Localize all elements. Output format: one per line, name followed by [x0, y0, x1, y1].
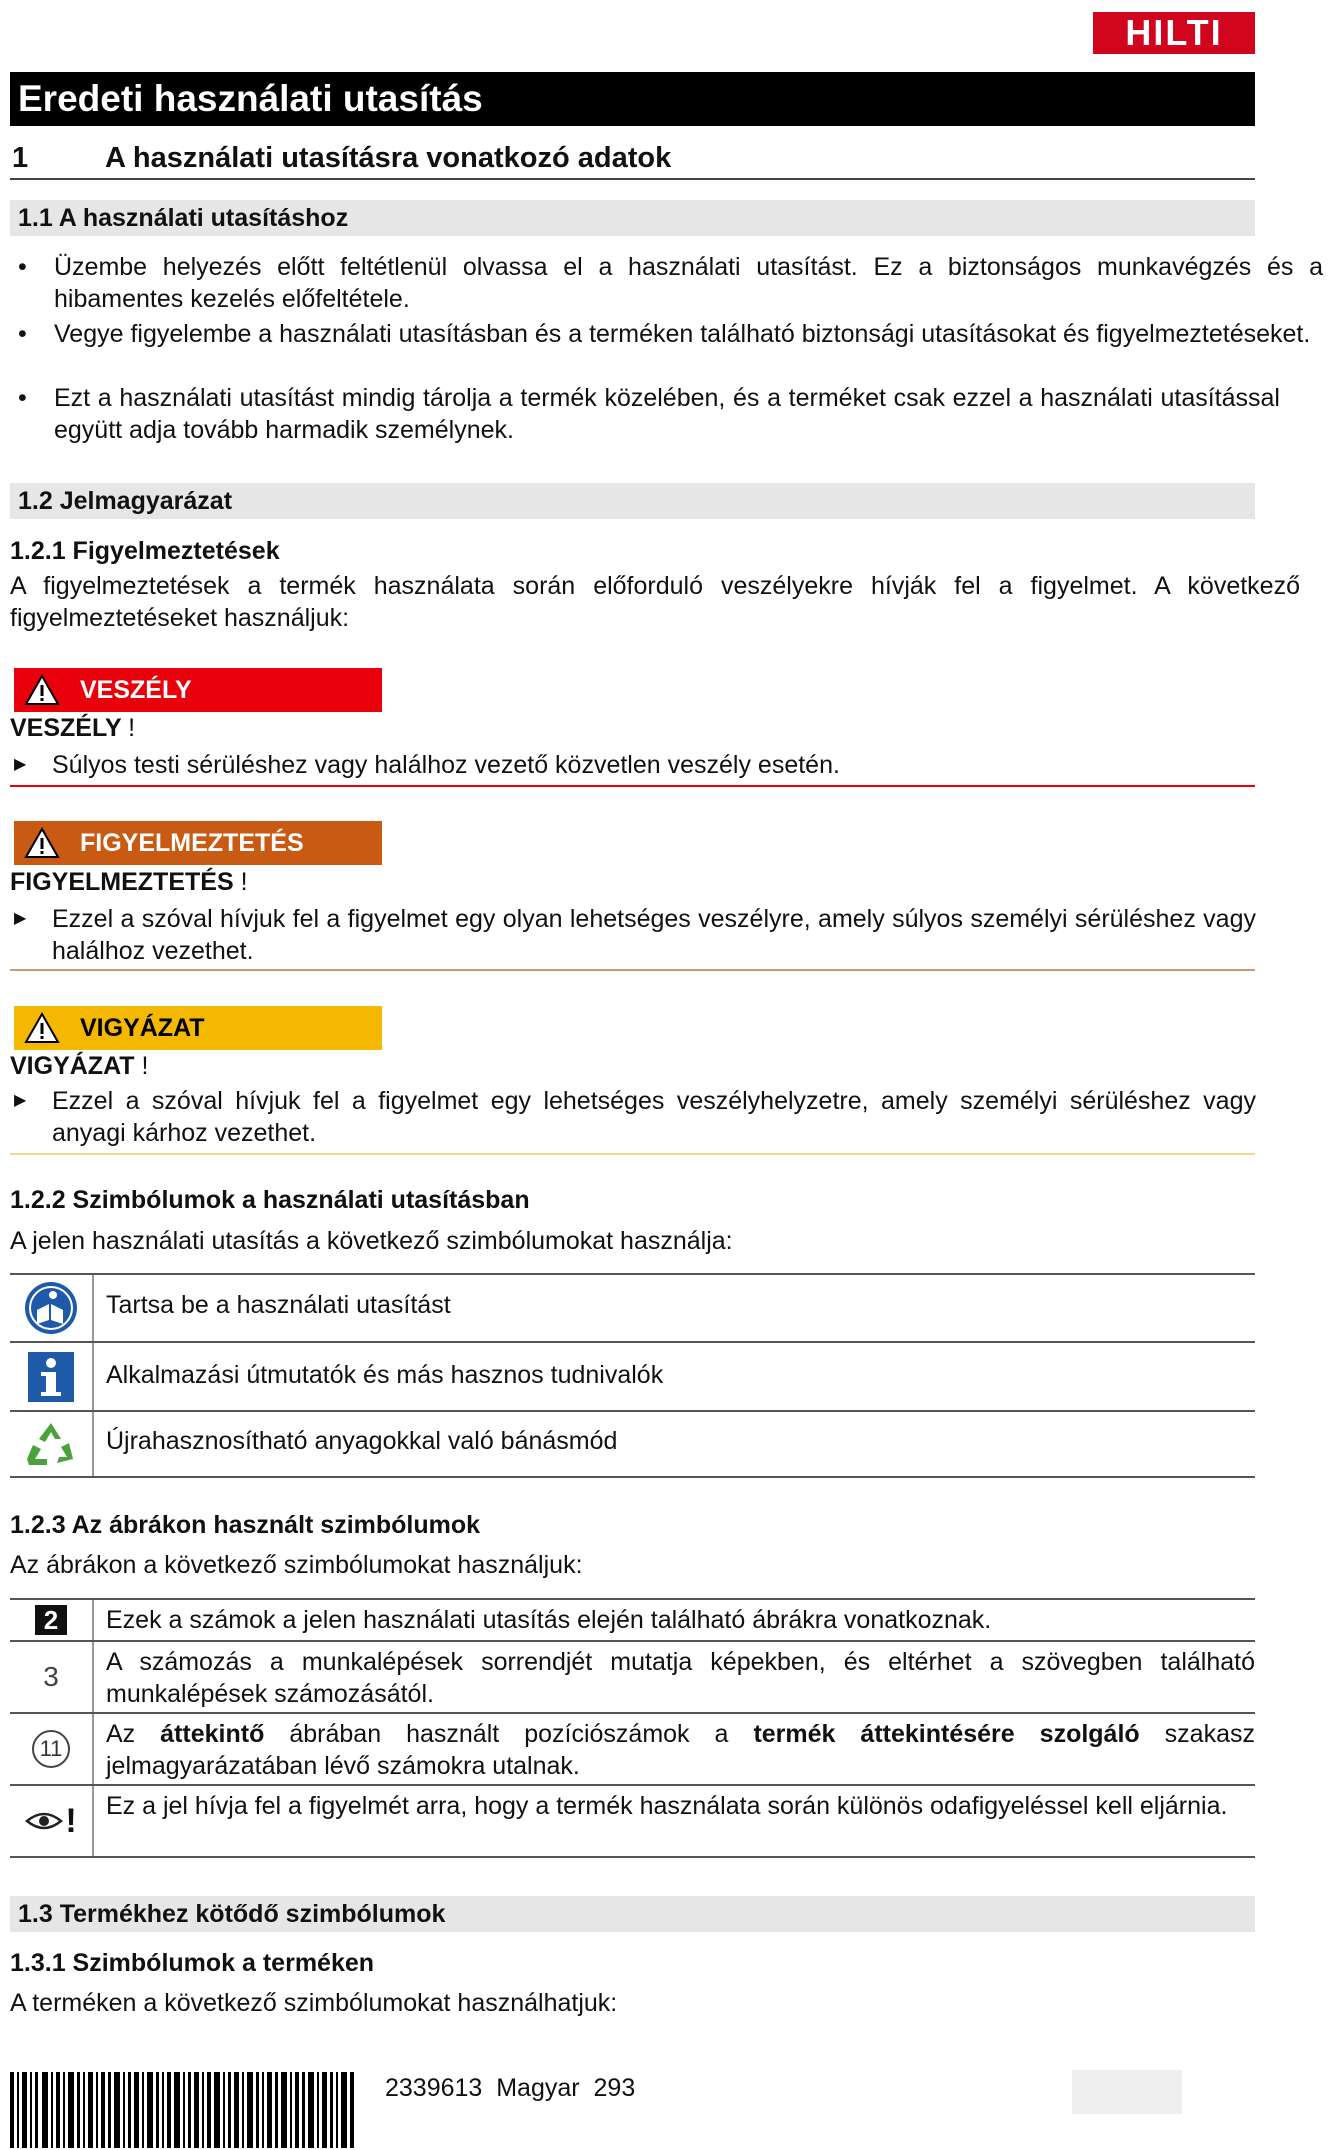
table-row	[10, 1786, 1255, 1858]
list-item	[18, 382, 1280, 446]
read-manual-icon	[10, 1275, 94, 1341]
warning-heading	[10, 866, 248, 898]
section-1-2-2-heading: 1.2.2 Szimbólumok a használati utasításban	[10, 1186, 530, 1214]
section-1-3-1-heading: 1.3.1 Szimbólumok a terméken	[10, 1949, 375, 1977]
figure-number-symbol: 2	[35, 1605, 67, 1635]
warning-triangle-icon	[24, 674, 60, 706]
danger-label: VESZÉLY	[80, 676, 192, 704]
table-row	[10, 1343, 1255, 1412]
eye-attention-icon	[10, 1786, 94, 1856]
figure-symbols-table	[10, 1598, 1255, 1858]
warning-triangle-icon	[24, 1012, 60, 1044]
page-title: Eredeti használati utasítás	[10, 72, 1255, 126]
section-title: A használati utasításra vonatkozó adatok	[105, 142, 672, 174]
table-row	[10, 1275, 1255, 1343]
doc-code: 2339613	[385, 2074, 483, 2102]
step-number-symbol: 3	[43, 1661, 59, 1692]
table-row	[10, 1642, 1255, 1714]
warning-label: FIGYELMEZTETÉS	[80, 829, 304, 857]
symbol-description: Ez a jel hívja fel a figyelmét arra, hogy a termék használata során különös odafigyeléssel kell eljárnia.	[106, 1792, 1228, 1820]
table-row	[10, 1600, 1255, 1642]
section-1-1-heading: 1.1 A használati utasításhoz	[10, 200, 1255, 236]
arrow-icon: ▶	[14, 756, 27, 773]
symbol-description: Ezek a számok a jelen használati utasítás elején található ábrákra vonatkoznak.	[106, 1606, 992, 1634]
bullet-icon: •	[18, 384, 27, 412]
figure-number-icon	[10, 1600, 94, 1640]
caution-rule	[10, 1153, 1255, 1155]
exclamation: !	[141, 1052, 149, 1080]
table-row	[10, 1412, 1255, 1478]
caution-label-box	[14, 1006, 382, 1050]
table-row	[10, 1714, 1255, 1786]
section-1-3-heading: 1.3 Termékhez kötődő szimbólumok	[10, 1896, 1255, 1932]
position-number-icon	[10, 1714, 94, 1784]
text-bold: termék áttekintésére szolgáló	[753, 1720, 1140, 1748]
warning-description	[14, 903, 1256, 967]
list-item	[18, 318, 1323, 350]
caution-word: VIGYÁZAT	[10, 1052, 135, 1080]
warning-rule	[10, 969, 1255, 971]
section-1-2-heading: 1.2 Jelmagyarázat	[10, 483, 1255, 519]
warning-triangle-icon	[24, 827, 60, 859]
arrow-icon: ▶	[14, 910, 27, 927]
caution-description	[14, 1085, 1256, 1149]
bullet-text: Ezt a használati utasítást mindig tárolja a termék közelében, és a terméket csak ezzel a használati utasítással együtt adja tovább harmadik személynek.	[54, 384, 1280, 444]
barcode-icon	[10, 2072, 355, 2148]
bullet-icon: •	[18, 320, 27, 348]
section-1-2-3-heading: 1.2.3 Az ábrákon használt szimbólumok	[10, 1511, 481, 1539]
info-icon	[10, 1343, 94, 1410]
warning-label-box	[14, 821, 382, 865]
manual-symbols-table	[10, 1273, 1255, 1478]
step-number-icon	[10, 1642, 94, 1712]
footer-box	[1072, 2070, 1182, 2114]
symbol-description: Alkalmazási útmutatók és más hasznos tudnivalók	[106, 1361, 664, 1389]
symbol-description: A számozás a munkalépések sorrendjét mutatja képekben, és eltérhet a szövegben található munkalépések számozásától.	[106, 1648, 1255, 1708]
symbol-description: Újrahasznosítható anyagokkal való bánásmód	[106, 1427, 618, 1455]
symbol-description: Tartsa be a használati utasítást	[106, 1291, 451, 1319]
hilti-logo: HILTI	[1093, 12, 1255, 54]
position-number-symbol: 11	[32, 1730, 70, 1768]
text-bold: áttekintő	[160, 1720, 265, 1748]
bullet-text: Vegye figyelembe a használati utasításban és a terméken található biztonsági utasításokat és figyelmeztetéseket.	[54, 320, 1311, 348]
list-item	[18, 251, 1323, 315]
text-part: Az	[106, 1720, 161, 1748]
danger-label-box	[14, 668, 382, 712]
exclamation: !	[240, 868, 248, 896]
bullet-icon: •	[18, 253, 27, 281]
caution-heading	[10, 1050, 148, 1082]
bullet-text: Üzembe helyezés előtt feltétlenül olvassa el a használati utasítást. Ez a biztonságos munkavégzés és a hibamentes kezelés előfeltétele.	[54, 253, 1323, 313]
warning-word: FIGYELMEZTETÉS	[10, 868, 234, 896]
section-1-2-1-heading: 1.2.1 Figyelmeztetések	[10, 537, 280, 565]
warning-text: Ezzel a szóval hívjuk fel a figyelmet egy olyan lehetséges veszélyre, amely súlyos személyi sérüléshez vagy halálhoz vezethet.	[52, 905, 1256, 965]
warnings-intro: A figyelmeztetések a termék használata során előforduló veszélyekre hívják fel a figyelmet. A következő figyelmeztetéseket használjuk:	[10, 572, 1300, 632]
page-number: 293	[593, 2074, 636, 2102]
eye-attention-symbol: !	[65, 1802, 77, 1840]
caution-text: Ezzel a szóval hívjuk fel a figyelmet egy lehetséges veszélyhelyzetre, amely személyi sérüléshez vagy anyagi kárhoz vezethet.	[52, 1087, 1256, 1147]
product-symbols-intro: A terméken a következő szimbólumokat használhatjuk:	[10, 1989, 618, 2017]
danger-word: VESZÉLY	[10, 714, 122, 742]
symbol-description	[106, 1714, 1255, 1788]
exclamation: !	[128, 714, 136, 742]
symbols-intro: A jelen használati utasítás a következő szimbólumokat használja:	[10, 1227, 733, 1255]
danger-heading	[10, 712, 135, 744]
recycle-icon	[10, 1412, 94, 1476]
arrow-icon: ▶	[14, 1092, 27, 1109]
section-1-heading	[10, 138, 1255, 180]
language: Magyar	[496, 2074, 580, 2102]
danger-rule	[10, 785, 1255, 787]
danger-description	[14, 749, 1256, 781]
text-part: szakasz jelmagyarázatában lévő számokra utalnak.	[106, 1720, 1255, 1780]
section-number: 1	[12, 142, 29, 174]
barcode	[10, 2072, 355, 2148]
footer-info	[385, 2072, 635, 2104]
figure-symbols-intro: Az ábrákon a következő szimbólumokat használjuk:	[10, 1551, 583, 1579]
danger-text: Súlyos testi sérüléshez vagy halálhoz vezető közvetlen veszély esetén.	[52, 751, 840, 779]
text-part: ábrában használt pozíciószámok a	[264, 1720, 754, 1748]
caution-label: VIGYÁZAT	[80, 1014, 205, 1042]
